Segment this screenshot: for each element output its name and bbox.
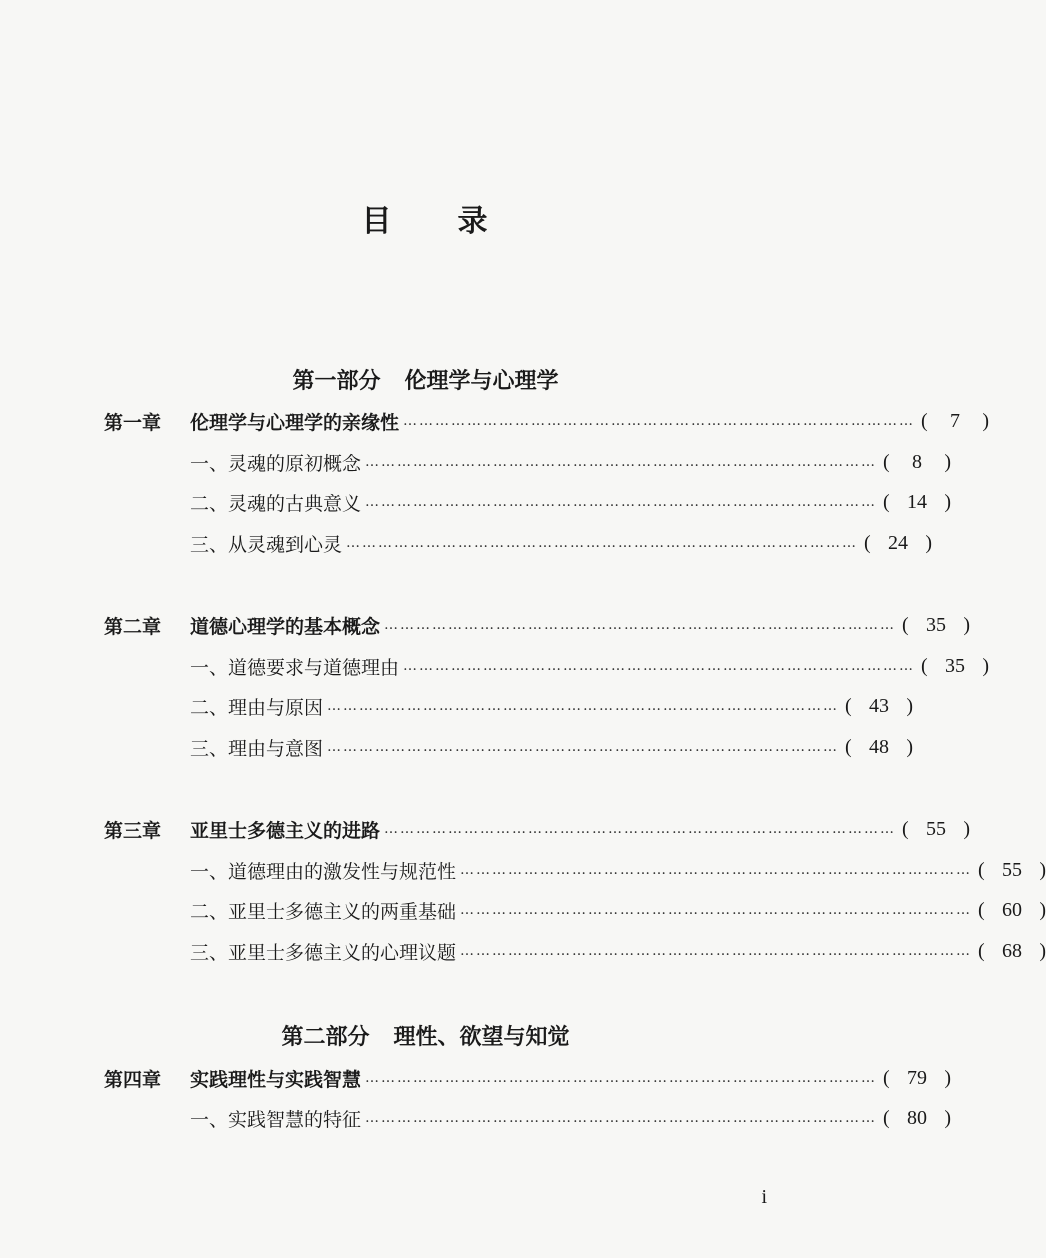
part-label: 第二部分 (281, 1025, 370, 1050)
page-number: ( 14 ) (883, 490, 952, 513)
chapter-entry-1[interactable] (104, 406, 990, 436)
section-title: 二、理由与原因 (190, 696, 324, 719)
section-title: 二、灵魂的古典意义 (190, 492, 362, 515)
section-title: 一、实践智慧的特征 (190, 1108, 362, 1131)
section-entry[interactable] (190, 732, 914, 762)
section-title: 三、理由与意图 (190, 737, 324, 760)
leader-dots: …………………………………………………………………………………… (460, 862, 973, 878)
chapter-title: 实践理性与实践智慧 (190, 1068, 362, 1091)
part-heading-1 (0, 364, 851, 395)
section-title: 三、从灵魂到心灵 (190, 533, 343, 556)
page-number: ( 48 ) (845, 735, 914, 758)
section-entry[interactable] (190, 487, 952, 517)
section-entry[interactable] (190, 855, 1046, 885)
chapter-title: 道德心理学的基本概念 (190, 615, 381, 638)
section-entry[interactable] (190, 936, 1046, 966)
section-entry[interactable] (190, 528, 933, 558)
chapter-title: 亚里士多德主义的进路 (190, 819, 381, 842)
leader-dots: …………………………………………………………………………………… (384, 821, 897, 837)
section-entry[interactable] (190, 1103, 952, 1133)
chapter-entry-2[interactable] (104, 610, 971, 640)
page-number: ( 35 ) (921, 654, 990, 677)
section-title: 二、亚里士多德主义的两重基础 (190, 900, 457, 923)
page-number: ( 60 ) (978, 898, 1046, 921)
chapter-entry-4[interactable] (104, 1063, 952, 1093)
toc-title-char-2: 录 (457, 204, 490, 239)
leader-dots: …………………………………………………………………………………… (460, 943, 973, 959)
page-number: ( 24 ) (864, 531, 933, 554)
part-label: 第一部分 (292, 369, 381, 394)
section-entry[interactable] (190, 895, 1046, 925)
leader-dots: …………………………………………………………………………………… (327, 739, 840, 755)
section-entry[interactable] (190, 651, 990, 681)
chapter-title: 伦理学与心理学的亲缘性 (190, 411, 400, 434)
leader-dots: …………………………………………………………………………………… (365, 494, 878, 510)
page-number: ( 79 ) (883, 1066, 952, 1089)
section-title: 一、道德理由的激发性与规范性 (190, 860, 457, 883)
page-number: ( 68 ) (978, 939, 1046, 962)
leader-dots: …………………………………………………………………………………… (365, 1110, 878, 1126)
leader-dots: …………………………………………………………………………………… (384, 617, 897, 633)
chapter-label: 第一章 (104, 411, 162, 434)
section-entry[interactable] (190, 691, 914, 721)
part-heading-2 (0, 1020, 851, 1051)
leader-dots: …………………………………………………………………………………… (327, 698, 840, 714)
section-title: 一、道德要求与道德理由 (190, 656, 400, 679)
toc-title (0, 196, 851, 240)
page-number: ( 43 ) (845, 694, 914, 717)
leader-dots: …………………………………………………………………………………… (403, 413, 916, 429)
chapter-label: 第二章 (104, 615, 162, 638)
section-title: 三、亚里士多德主义的心理议题 (190, 941, 457, 964)
page-number: ( 55 ) (902, 817, 971, 840)
part-name: 理性、欲望与知觉 (393, 1025, 570, 1050)
chapter-entry-3[interactable] (104, 814, 971, 844)
leader-dots: …………………………………………………………………………………… (365, 454, 878, 470)
page-number: ( 7 ) (921, 409, 990, 432)
page-folio: i (761, 1186, 767, 1208)
leader-dots: …………………………………………………………………………………… (460, 902, 973, 918)
leader-dots: …………………………………………………………………………………… (365, 1070, 878, 1086)
part-name: 伦理学与心理学 (404, 369, 559, 394)
chapter-label: 第四章 (104, 1068, 162, 1091)
page-number: ( 80 ) (883, 1106, 952, 1129)
section-entry[interactable] (190, 447, 952, 477)
chapter-label: 第三章 (104, 819, 162, 842)
page-number: ( 35 ) (902, 613, 971, 636)
section-title: 一、灵魂的原初概念 (190, 452, 362, 475)
leader-dots: …………………………………………………………………………………… (403, 658, 916, 674)
page-number: ( 8 ) (883, 450, 952, 473)
page-number: ( 55 ) (978, 858, 1046, 881)
toc-title-char-1: 目 (361, 204, 394, 239)
leader-dots: …………………………………………………………………………………… (346, 535, 859, 551)
